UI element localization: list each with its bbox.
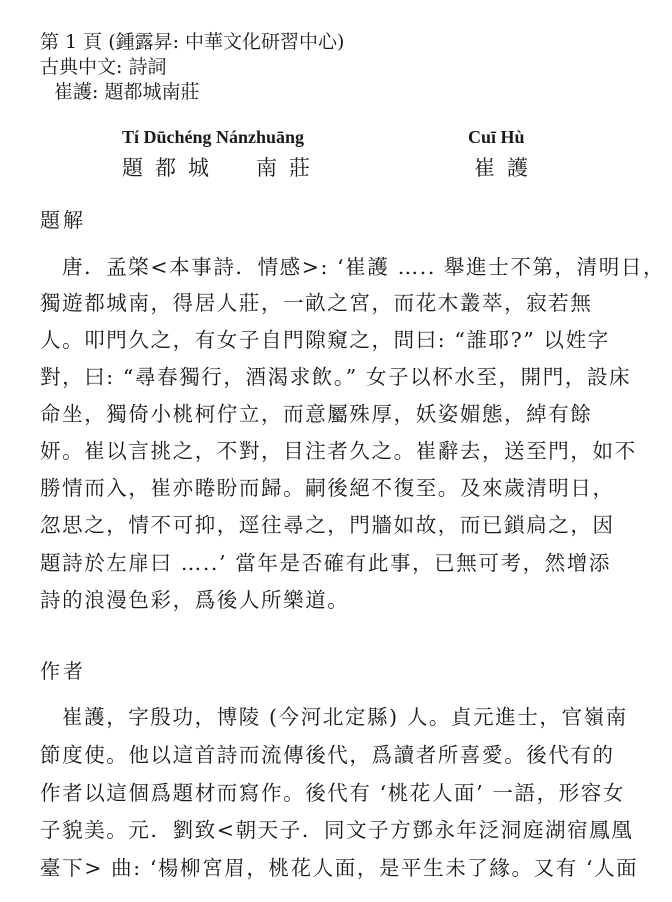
header-poem-line: 崔護: 題都城南莊 — [54, 81, 200, 103]
paragraph-line: 子貌美。元．劉致<朝天子．同文子方鄧永年泛洞庭湖宿鳳凰 — [40, 818, 634, 842]
paragraph-line: 節度使。他以這首詩而流傳後代，爲讀者所喜愛。後代有的 — [40, 743, 615, 767]
paragraph-line: 詩的浪漫色彩，爲後人所樂道。 — [40, 588, 350, 612]
pinyin-title: Tí Dūchéng Nánzhuāng — [122, 127, 305, 147]
paragraph-line: 妍。崔以言挑之，不對，目注者久之。崔辭去，送至門，如不 — [40, 439, 637, 463]
section-heading-author: 作者 — [40, 659, 86, 683]
hanzi-title-part2: 南莊 — [256, 156, 322, 180]
header-source-line: 第 1 頁 (鍾露昇: 中華文化研習中心) — [40, 31, 345, 53]
paragraph-line: 人。叩門久之，有女子自門隙窺之，問曰: “誰耶?” 以姓字 — [40, 328, 610, 352]
section-heading-tijie: 題解 — [40, 208, 86, 232]
header-category-line: 古典中文: 詩詞 — [40, 56, 167, 78]
paragraph-line: 勝情而入，崔亦睠盼而歸。嗣後絕不復至。及來歲清明日， — [40, 476, 615, 500]
paragraph-line: 臺下> 曲: ‘楊柳宮眉，桃花人面，是平生未了緣。又有 ‘人面 — [40, 856, 639, 880]
paragraph-line: 崔護，字殷功，博陵 (今河北定縣) 人。貞元進士，官嶺南 — [62, 705, 628, 729]
paragraph-line: 對，曰: “尋春獨行，酒渴求飲。” 女子以杯水至，開門，設床 — [40, 365, 632, 389]
paragraph-line: 忽思之，情不可抑，逕往尋之，門牆如故，而已鎖扃之，因 — [40, 513, 615, 537]
paragraph-line: 獨遊都城南，得居人莊，一畝之宮，而花木叢萃，寂若無 — [40, 291, 593, 315]
hanzi-author: 崔護 — [474, 156, 540, 180]
paragraph-line: 唐．孟棨<本事詩．情感>: ‘崔護 ….. 舉進士不第，清明日， — [62, 255, 666, 279]
paragraph-line: 命坐，獨倚小桃柯佇立，而意屬殊厚，妖姿媚態，綽有餘 — [40, 402, 593, 426]
hanzi-title-part1: 題都城 — [122, 156, 221, 180]
paragraph-line: 作者以這個爲題材而寫作。後代有 ‘桃花人面’ 一語，形容女 — [40, 781, 625, 805]
paragraph-line: 題詩於左扉曰 …..’ 當年是否確有此事，已無可考，然增添 — [40, 551, 611, 575]
pinyin-author: Cuī Hù — [468, 127, 525, 147]
